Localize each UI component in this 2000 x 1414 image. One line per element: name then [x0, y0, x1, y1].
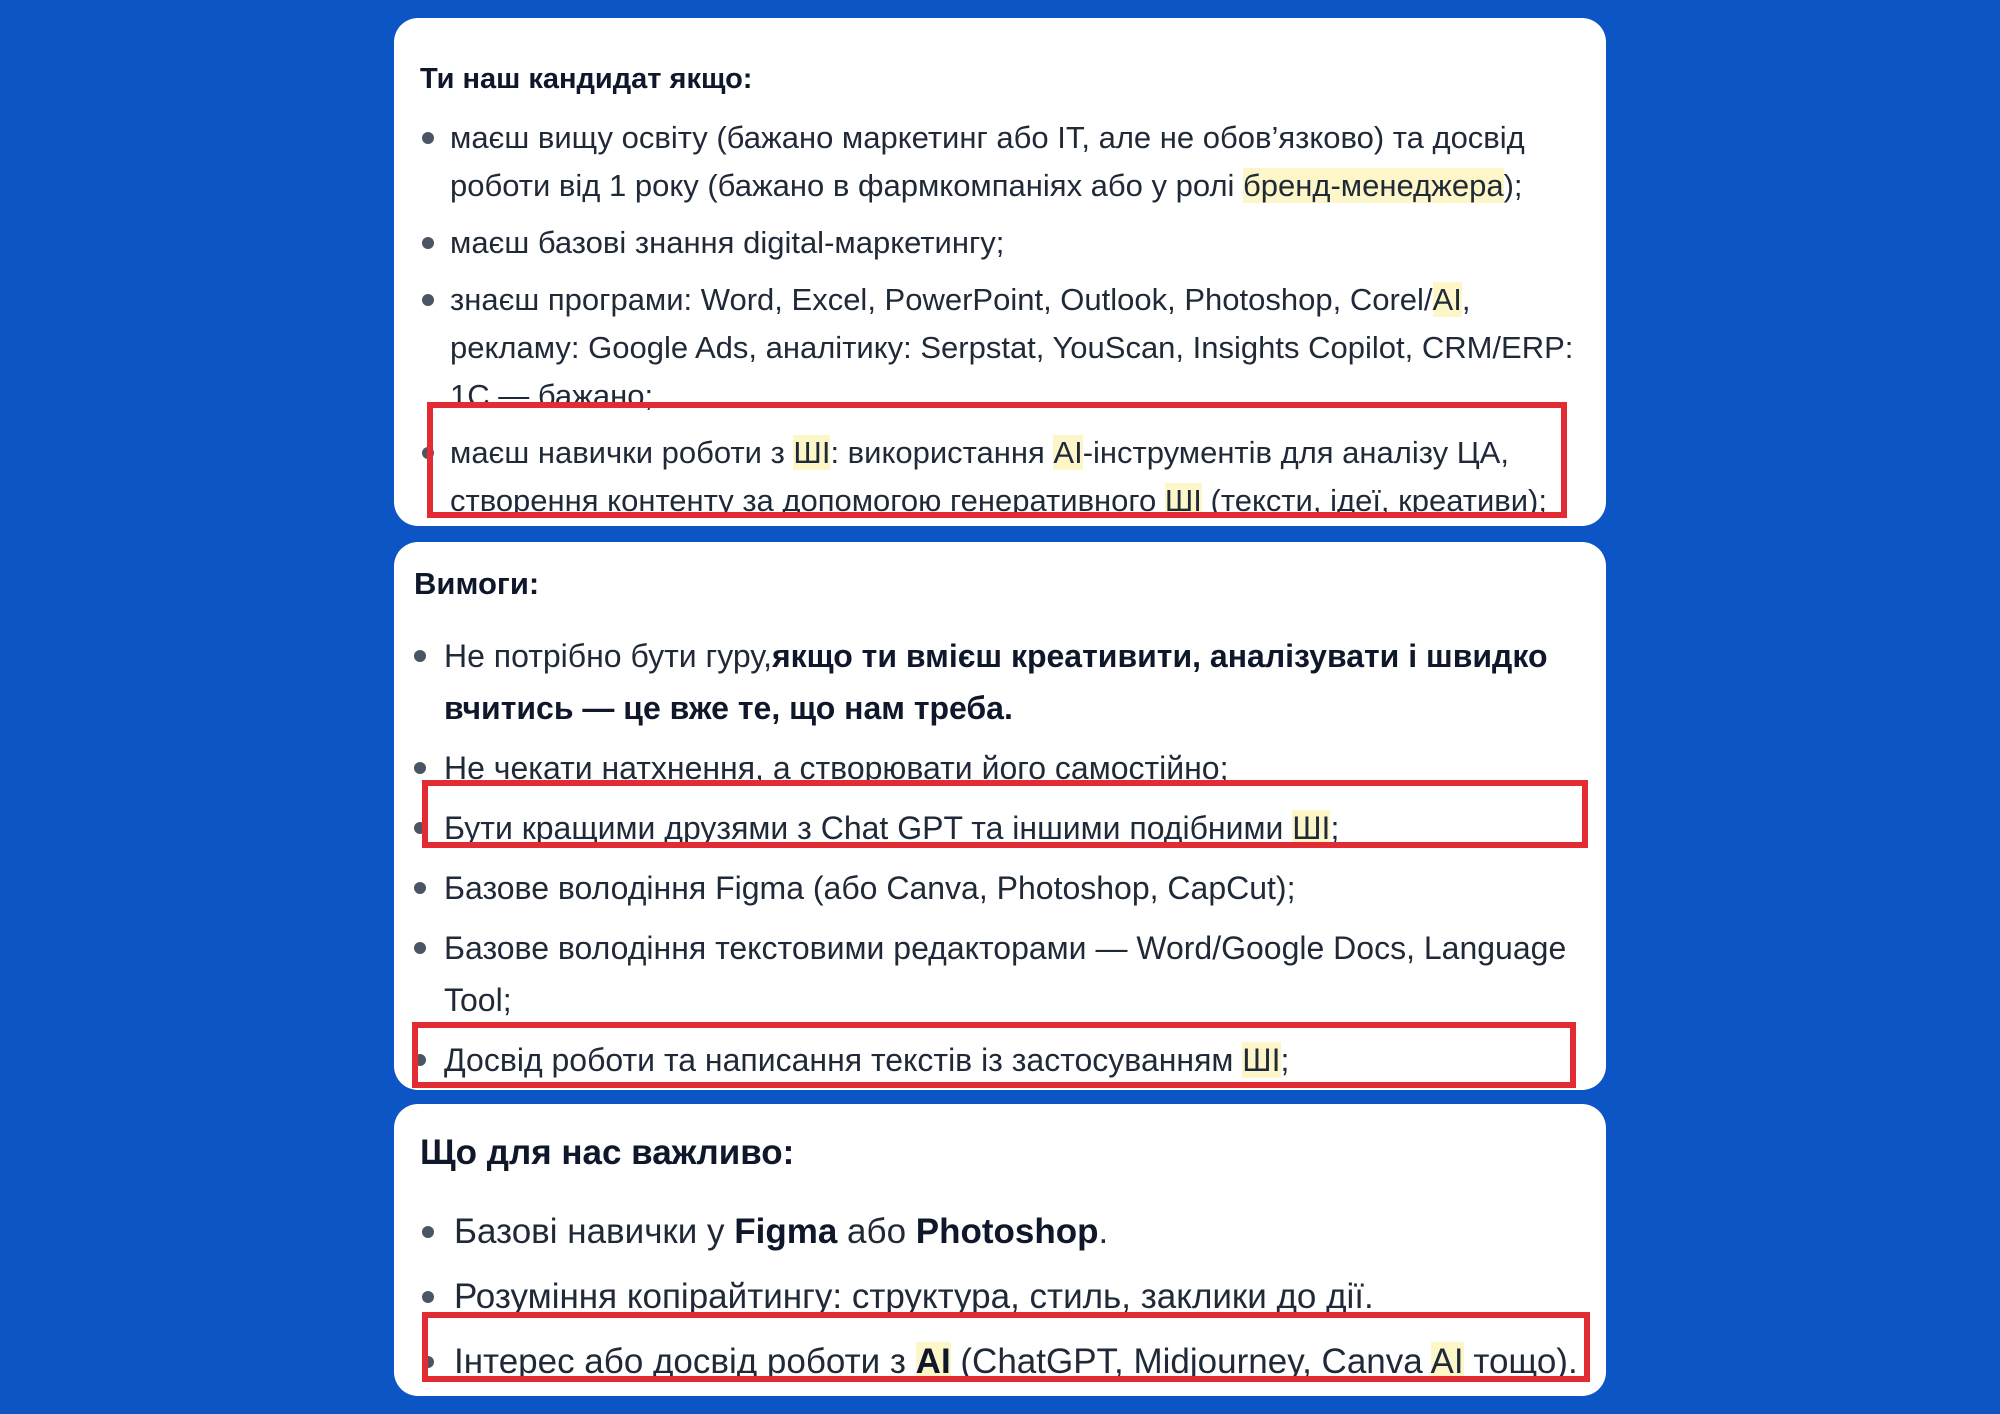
bullet-icon	[414, 762, 426, 774]
bullet-icon	[422, 294, 434, 306]
highlighted-text: AI	[1053, 435, 1083, 470]
list-item: знаєш програми: Word, Excel, PowerPoint, Outlook, Photoshop, Corel/AI, рекламу: Google Ads, аналітику: Serpstat, YouScan, Insights Copilot, CRM/ERP: 1C — бажано;	[420, 276, 1606, 420]
list-item: Базове володіння текстовими редакторами — Word/Google Docs, Language Tool;	[414, 922, 1606, 1026]
list-item: Розуміння копірайтингу: структура, стиль, заклики до дії.	[420, 1269, 1606, 1325]
candidate-card-title: Ти наш кандидат якщо:	[420, 63, 753, 95]
requirements-list	[414, 630, 1606, 1086]
bullet-icon	[422, 132, 434, 144]
list-item-ai-writing: Досвід роботи та написання текстів із застосуванням ШІ;	[414, 1034, 1606, 1086]
candidate-list	[420, 114, 1606, 525]
highlighted-text: ШІ	[1164, 483, 1202, 518]
bold-text: Photoshop	[915, 1212, 1099, 1251]
bullet-icon	[422, 1291, 434, 1303]
bullet-icon	[422, 237, 434, 249]
list-item-ai-interest: Інтерес або досвід роботи з AI (ChatGPT, Midjourney, Canva AI тощо).	[420, 1334, 1606, 1390]
bullet-icon	[414, 822, 426, 834]
highlighted-text: AI	[1432, 282, 1462, 317]
list-item: маєш вищу освіту (бажано маркетинг або IT, але не обов’язково) та досвід роботи від 1 року (бажано в фармкомпаніях або у ролі бренд-менеджера);	[420, 114, 1606, 210]
bullet-icon	[414, 1054, 426, 1066]
list-item-ai-skills: маєш навички роботи з ШІ: використання AI-інструментів для аналізу ЦА, створення контенту за допомогою генеративного ШІ (тексти, ідеї, креативи);	[420, 429, 1606, 525]
list-item: Базові навички у Figma або Photoshop.	[420, 1204, 1606, 1260]
bold-text: Figma	[734, 1212, 838, 1251]
bullet-icon	[414, 650, 426, 662]
candidate-card	[394, 18, 1606, 526]
list-item: маєш базові знання digital-маркетингу;	[420, 219, 1606, 267]
bullet-icon	[422, 1226, 434, 1238]
highlighted-text: AI	[915, 1342, 951, 1381]
requirements-card-title: Вимоги:	[414, 566, 540, 601]
bullet-icon	[414, 882, 426, 894]
list-item: Не чекати натхнення, а створювати його самостійно;	[414, 742, 1606, 794]
bullet-icon	[422, 447, 434, 459]
highlighted-text: ШІ	[793, 435, 831, 470]
highlighted-text: ШІ	[1242, 1042, 1281, 1078]
highlighted-text: AI	[1430, 1342, 1464, 1381]
bullet-icon	[414, 942, 426, 954]
requirements-card	[394, 542, 1606, 1090]
important-card-title: Що для нас важливо:	[420, 1133, 795, 1172]
list-item-chatgpt: Бути кращими друзями з Chat GPT та іншими подібними ШІ;	[414, 802, 1606, 854]
important-list	[420, 1204, 1606, 1390]
list-item: Не потрібно бути гуру,якщо ти вмієш креативити, аналізувати і швидко вчитись — це вже те, що нам треба.	[414, 630, 1606, 734]
list-item: Базове володіння Figma (або Canva, Photoshop, CapCut);	[414, 862, 1606, 914]
highlighted-text: бренд-менеджера	[1243, 168, 1504, 203]
highlighted-text: ШІ	[1292, 810, 1331, 846]
bullet-icon	[422, 1356, 434, 1368]
important-card	[394, 1104, 1606, 1396]
bold-text: якщо ти вмієш креативити, аналізувати і швидко вчитись — це вже те, що нам треба.	[444, 638, 1548, 726]
